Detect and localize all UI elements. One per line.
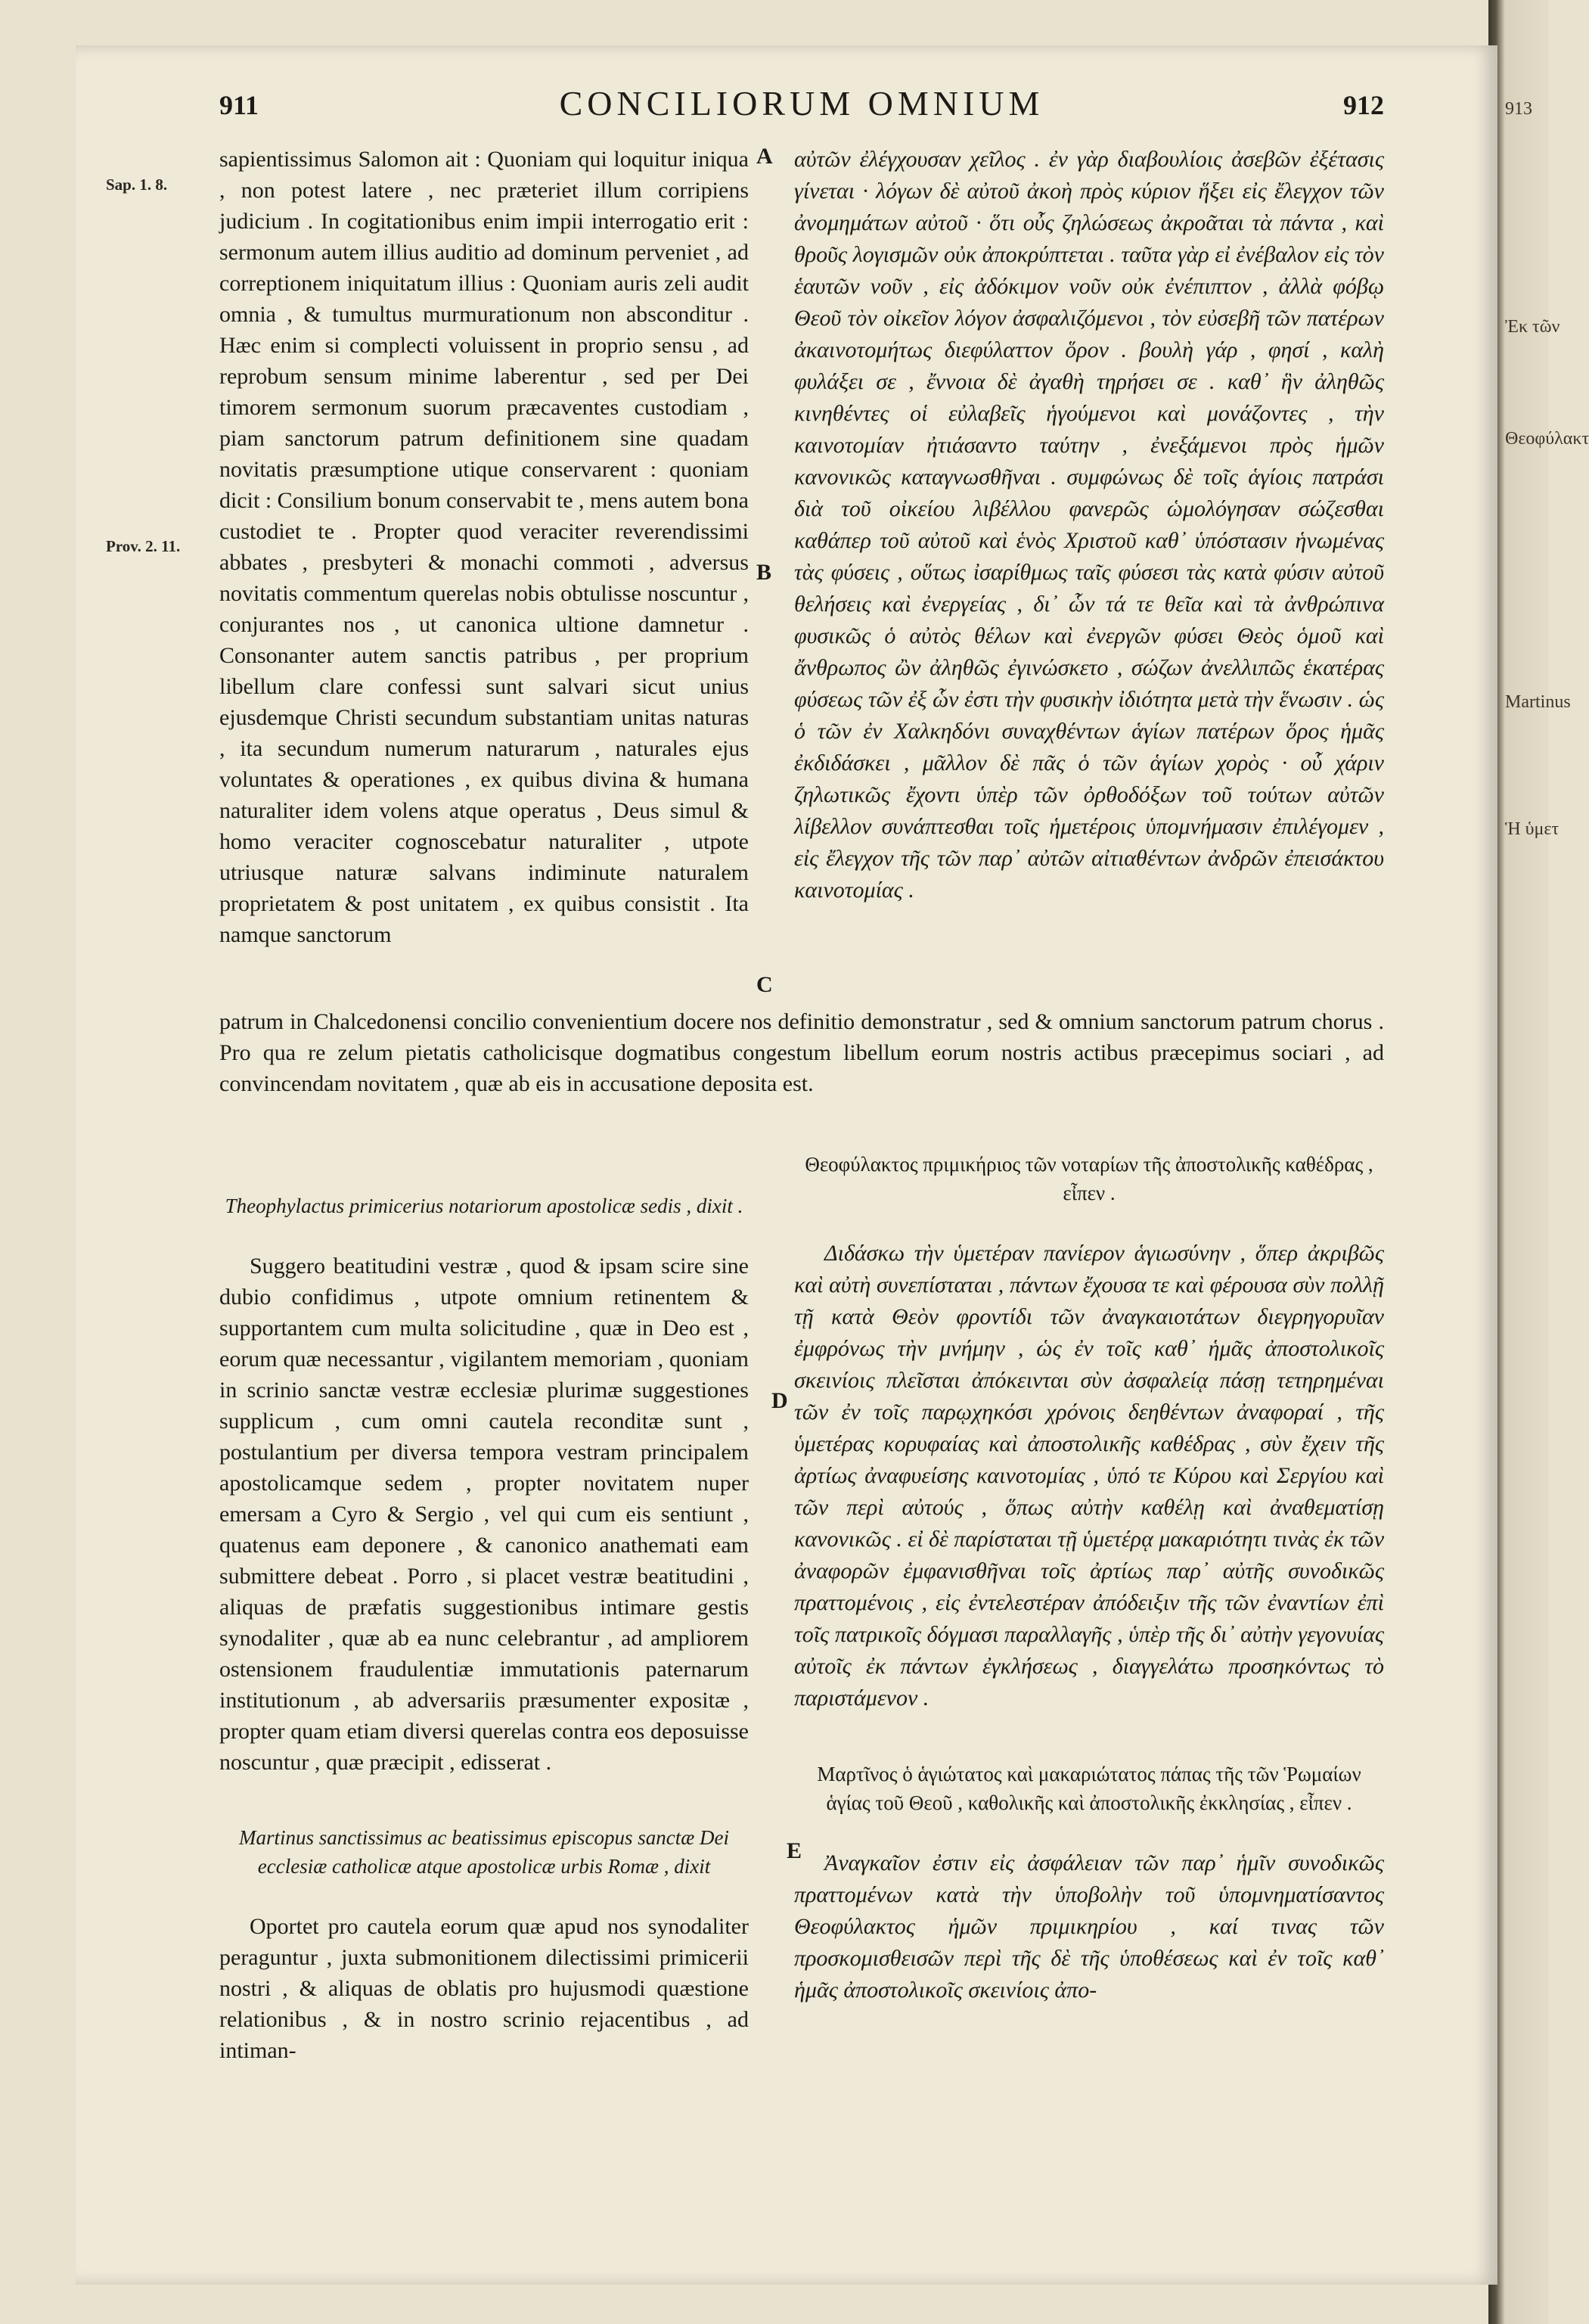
right-page-number: 912 <box>1343 90 1384 120</box>
adjacent-fragment: Θεοφύλακτ <box>1505 429 1589 449</box>
section-heading: Μαρτῖνος ὁ ἁγιώτατος καὶ μακαριώτατος πάπας τῆς τῶν Ῥωμαίων ἁγίας τοῦ Θεοῦ , καθολικῆς καὶ ἀποστολικῆς ἐκκλησίας , εἶπεν . <box>817 1763 1361 1814</box>
greek-column-bottom <box>794 1150 1384 2006</box>
adjacent-fragment: Martinus <box>1505 692 1571 712</box>
greek-paragraph: Διδάσκω τὴν ὑμετέραν πανίερον ἁγιωσύνην , ὅπερ ἀκριβῶς καὶ αὐτὴ συνεπίσταται , πάντων ἔχουσα τε καὶ φέρουσα σὺν πολλῇ τῇ κατὰ Θεὸν φροντίδι τῶν ἀναγκαιοτάτων διεγρηγορυῖαν ἐμφρόνως τὴν μνήμην , ὡς ἐν τοῖς καθ᾽ ἡμᾶς ἀποστολικοῖς σκεινίοις πλεῖσται ἀπόκεινται σὺν ἀσφαλείᾳ πάσῃ τετηρημέναι τῶν ἐν τοῖς παρῳχηκόσι χρόνοις δεηθέντων ἀναφοραί , τῆς ὑμετέρας κορυφαίας καὶ ἀποστολικῆς καθέδρας , σὺν ἔχειν τῆς ἀρτίως ἀναφυείσης καινοτομίας , ὑπό τε Κύρου καὶ Σεργίου καὶ τῶν περὶ αὐτούς , ὅπως αὐτὴν καθέλῃ καὶ ἀναθεματίσῃ κανονικῶς . εἰ δὲ παρίσταται τῇ ὑμετέρᾳ μακαριότητι τινὰς ἐκ τῶν ἀναφορῶν ἐμφανισθῆναι τοῖς ἀρτίως παρ᾽ αὐτῆς συνοδικῶς πραττομένοις , εἰς ἐντελεστέραν ἀπόδειξιν τῆς τῶν ἐναντίων ἐπὶ τοῖς πατρικοῖς δόγμασι παραλλαγῆς , ὑπὲρ τῆς δι᾽ αὐτὴν γεγονυίας αὐτοῖς ἐκ πάντων ἐγκλήσεως , διαγγελάτω προσηκόντως τὸ παριστάμενον . <box>794 1241 1385 1710</box>
section-heading: Θεοφύλακτος πριμικήριος τῶν νοταρίων τῆς ἀποστολικῆς καθέδρας , εἶπεν . <box>805 1153 1373 1204</box>
adjacent-fragment: Ἐκ τῶν <box>1505 317 1560 337</box>
section-letter: B <box>756 560 772 585</box>
section-heading: Theophylactus primicerius notariorum apostolicæ sedis , dixit . <box>225 1195 743 1217</box>
section-letter: A <box>756 144 773 169</box>
greek-paragraph: αὐτῶν ἐλέγχουσαν χεῖλος . ἐν γὰρ διαβουλίοις ἀσεβῶν ἐξέτασις γίνεται · λόγων δὲ αὐτοῦ ἀκοὴ πρὸς κύριον ἥξει εἰς ἔλεγχον τῶν ἀνομημάτων αὐτοῦ · ὅτι οὖς ζηλώσεως ἀκροᾶται τὰ πάντα , καὶ θροῦς λογισμῶν οὐκ ἀποκρύπτεται . ταῦτα γὰρ εἰ ἐνέβαλον εἰς τὸν ἑαυτῶν νοῦν , εἰς ἀδόκιμον νοῦν οὐκ ἐνέπιπτον , ἀλλὰ φόβῳ Θεοῦ τὸν οἰκεῖον λόγον ἀσφαλιζόμενοι , τὸν εὐσεβῆ τῶν πατέρων ἀκαινοτομήτως διεφύλαττον ὅρον . βουλὴ γάρ , φησί , καλὴ φυλάξει σε , ἔννοια δὲ ἀγαθὴ τηρήσει σε . καθ᾽ ἣν ἀληθῶς κινηθέντες οἱ εὐλαβεῖς ἡγούμενοι καὶ μονάζοντες , τὴν καινοτομίαν ἠτιάσαντο ταύτην , ἐνεξάμενοι πρὸς ἡμῶν κανονικῶς καταγνωσθῆναι . συμφώνως δὲ τοῖς ἁγίοις πατράσι διὰ τοῦ οἰκείου λιβέλλου φανερῶς ὡμολόγησαν σώζεσθαι καθάπερ τοῦ αὐτοῦ καὶ ἑνὸς Χριστοῦ καθ᾽ ὑπόστασιν ἡνωμένας τὰς φύσεις , οὕτως ἰσαρίθμως ταῖς φύσεσι τὰς κατὰ φύσιν αὐτοῦ θελήσεις καὶ ἐνεργείας , δι᾽ ὧν τά τε θεῖα καὶ τὰ ἀνθρώπινα φυσικῶς ὁ αὐτὸς θέλων καὶ ἐνεργῶν φύσει Θεὸς ὁμοῦ καὶ ἄνθρωπος ὢν ἀληθῶς ἐγινώσκετο , σώζων ἀνελλιπῶς ἑκατέρας φύσεως τῶν ἐξ ὧν ἐστι τὴν φυσικὴν ἰδιότητα μετὰ τὴν ἕνωσιν . ὡς ὁ τῶν ἐν Χαλκηδόνι συναχθέντων ἁγίων πατέρων ὅρος ἡμᾶς ἐκδιδάσκει , μᾶλλον δὲ πᾶς ὁ τῶν ἁγίων χορὸς · οὗ χάριν ζηλωτικῶς ἔχοντι ὑπὲρ τῶν ὀρθοδόξων τοῦ τούτων αὐτῶν λίβελλον συνάπτεσθαι τοῖς ἡμετέροις ὑπομνήμασιν ἐπιλέγομεν , εἰς ἔλεγχον τῆς τῶν παρ᾽ αὐτῶν αἰτιαθέντων ἀνδρῶν ἐπεισάκτου καινοτομίας . <box>794 147 1384 903</box>
running-head <box>219 83 1384 129</box>
adjacent-page-fragments <box>1505 91 1589 847</box>
latin-paragraph: Oportet pro cautela eorum quæ apud nos synodaliter peraguntur , juxta submonitionem dilectissimi primicerii nostri , & aliquas de oblatis pro hujusmodi quæstione relationibus , & in nostro scrinio rejacentibus , ad intiman- <box>219 1914 749 2063</box>
margin-note: Sap. 1. 8. <box>106 176 168 194</box>
section-letter: C <box>756 972 773 997</box>
left-page-number: 911 <box>219 90 259 120</box>
latin-paragraph: sapientissimus Salomon ait : Quoniam qui loquitur iniqua , non potest latere , nec præteriet illum corripiens judicium . In cogitationibus enim impii interrogatio erit : sermonum autem illius auditio ad dominum perveniet , ad correptionem iniquitatum illius : Quoniam auris zeli audit omnia , & tumultus murmurationum non absconditur . Hæc enim si complecti voluissent in proprio sensu , ad reprobum sensum minime laberentur , sed per Dei timorem sermonum suorum præcaventes custodiam , piam sanctorum patrum definitionem sine quadam novitatis præsumptione utique conservarent : quoniam dicit : Consilium bonum conservabit te , mens autem bona custodiet te . Propter quod veraciter reverendissimi abbates , presbyteri & monachi commoti , adversus novitatis commentum querelas nobis obtulisse noscuntur , conjurantes nos , ut canonica ultione damnetur . Consonanter autem sanctis patribus , per proprium libellum clare confessi sunt salvari sicut unius ejusdemque Christi secundum substantiam unitas naturas , ita secundum numerum naturarum , naturales ejus voluntates & operationes , ex quibus divina & humana naturaliter idem volens atque operatus , Deus simul & homo veraciter cognoscebatur naturaliter , utpote utriusque naturæ salvans indiminute naturalem proprietatem & post unitatem , ex quibus consistit . Ita namque sanctorum <box>219 147 749 947</box>
greek-column-top <box>794 144 1384 906</box>
page-title: CONCILIORUM OMNIUM <box>559 84 1044 123</box>
adjacent-fragment: Ἡ ὑμετ <box>1505 819 1560 839</box>
margin-note: Prov. 2. 11. <box>106 537 181 555</box>
latin-column-top <box>219 144 749 950</box>
section-heading: Martinus sanctissimus ac beatissimus episcopus sanctæ Dei ecclesiæ catholicæ atque apostolicæ urbis Romæ , dixit <box>239 1826 729 1878</box>
latin-full-width-paragraph: patrum in Chalcedonensi concilio convenientium docere nos definitio demonstratur , sed & omnium sanctorum patrum chorus . Pro qua re zelum pietatis catholicisque dogmatibus congestum libellum eorum nostris actibus præcepimus sociari , ad convincendam novitatem , quæ ab eis in accusatione deposita est. <box>219 1009 1384 1096</box>
latin-paragraph: Suggero beatitudini vestræ , quod & ipsam scire sine dubio confidimus , utpote omnium retinentem & supportantem cum multa solicitudine , quæ in Deo est , eorum quæ necessantur , vigilantem memoriam , quoniam in scrinio sanctæ vestræ ecclesiæ plurimæ suggestiones supplicum , cum omni cautela reconditæ sunt , postulantium per diversa tempora vestram principalem apostolicamque sedem , propter novitatem nuper emersam a Cyro & Sergio , vel qui cum eis sentiunt , quatenus eam deponere , & canonico anathemati eam submittere debeat . Porro , si placet vestræ beatitudini , aliquas de præfatis suggestionibus intimare gestis synodaliter , quæ ab ea nunc celebrantur , ad ampliorem ostensionem fraudulentiæ immutationis paternarum institutionum , ab adversariis præsumenter expositæ , propter quam etiam diversi querelas contra eos deposuisse noscuntur , quæ præcipit , edisserat . <box>219 1254 749 1775</box>
adjacent-fragment: 913 <box>1505 99 1532 119</box>
latin-column-bottom <box>219 1192 749 2066</box>
section-letter: D <box>771 1388 788 1413</box>
greek-paragraph: Ἀναγκαῖον ἐστιν εἰς ἀσφάλειαν τῶν παρ᾽ ἡμῖν συνοδικῶς πραττομένων κατὰ τὴν ὑποβολὴν τοῦ ὑπομνηματίσαντος Θεοφύλακτος ἡμῶν πριμικηρίου , καί τινας τῶν προσκομισθεισῶν περὶ τῆς δὲ τῆς ὑποθέσεως καὶ ἐν τοῖς καθ᾽ ἡμᾶς ἀποστολικοῖς σκεινίοις ἀπο- <box>794 1850 1384 2002</box>
section-letter: E <box>787 1838 802 1863</box>
